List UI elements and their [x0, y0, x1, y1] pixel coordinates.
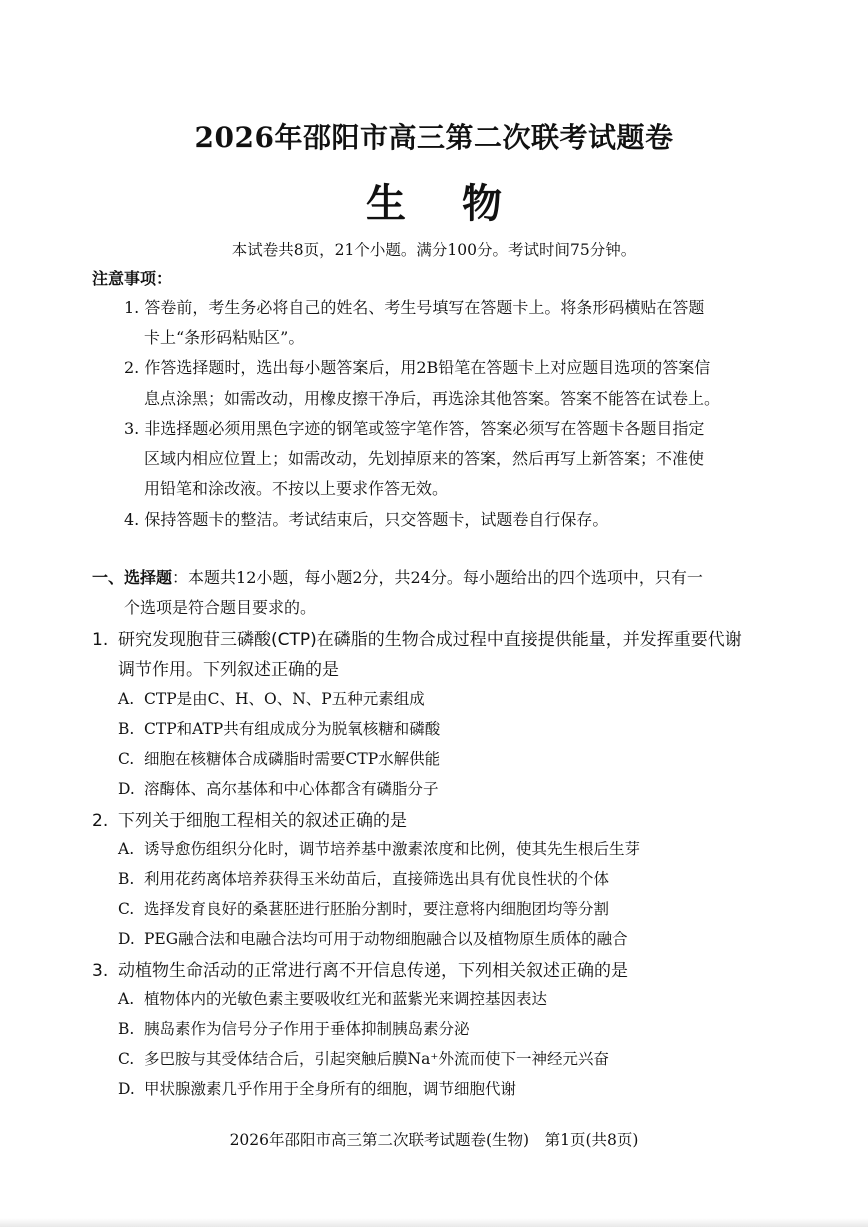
option-letter: C.: [118, 900, 135, 918]
question-2-option-c: [118, 897, 609, 919]
question-1-option-c: [118, 747, 440, 769]
option-letter: A.: [118, 690, 135, 708]
question-3-option-a: [118, 987, 547, 1009]
option-letter: D.: [118, 1080, 135, 1098]
exam-info: 本试卷共8页，21个小题。满分100分。考试时间75分钟。: [231, 241, 637, 259]
question-number: 1.: [92, 630, 109, 650]
notice-line: 卡上“条形码粘贴区”。: [144, 328, 305, 347]
notice-line: 息点涂黑；如需改动，用橡皮擦干净后，再选涂其他答案。答案不能答在试卷上。: [144, 389, 721, 408]
question-1-option-b: [118, 717, 440, 739]
question-3-option-b: [118, 1017, 470, 1039]
option-text: 细胞在核糖体合成磷脂时需要CTP水解供能: [144, 750, 441, 768]
notice-line: 区域内相应位置上；如需改动，先划掉原来的答案，然后再写上新答案；不准使: [144, 449, 705, 468]
question-1-option-d: [118, 777, 439, 799]
option-text: 胰岛素作为信号分子作用于垂体抑制胰岛素分泌: [144, 1020, 470, 1038]
notice-line: 4. 保持答题卡的整洁。考试结束后，只交答题卡，试题卷自行保存。: [124, 510, 609, 529]
section-label: 一、选择题: [92, 568, 173, 587]
exam-title: 2026年邵阳市高三第二次联考试题卷: [194, 121, 674, 154]
option-text: 利用花药离体培养获得玉米幼苗后，直接筛选出具有优良性状的个体: [144, 870, 610, 888]
notice-line: 用铅笔和涂改液。不按以上要求作答无效。: [144, 479, 449, 498]
question-2-option-b: [118, 867, 609, 889]
option-text: CTP是由C、H、O、N、P五种元素组成: [144, 690, 425, 708]
question-text: 研究发现胞苷三磷酸(CTP)在磷脂的生物合成过程中直接提供能量，并发挥重要代谢: [118, 630, 742, 650]
question-text: 下列关于细胞工程相关的叙述正确的是: [118, 811, 407, 831]
section-text-cont: 个选项是符合题目要求的。: [124, 598, 317, 617]
question-1-option-a: [118, 687, 425, 709]
option-letter: C.: [118, 750, 135, 768]
notice-line: 3. 非选择题必须用黑色字迹的钢笔或签字笔作答，答案必须写在答题卡各题目指定: [124, 419, 705, 438]
question-number: 3.: [92, 961, 109, 981]
notice-heading: 注意事项：: [92, 269, 173, 288]
option-letter: B.: [118, 1020, 135, 1038]
notice-line: 2. 作答选择题时，选出每小题答案后，用2B铅笔在答题卡上对应题目选项的答案信: [124, 358, 711, 377]
question-number: 2.: [92, 811, 109, 831]
question-3-option-d: [118, 1077, 516, 1099]
section-heading: [92, 565, 703, 588]
option-text: 多巴胺与其受体结合后，引起突触后膜Na⁺外流而使下一神经元兴奋: [144, 1050, 609, 1068]
scan-bottom-edge: [0, 1218, 868, 1227]
subject-title: 生物: [366, 180, 558, 227]
section-text: ：本题共12小题，每小题2分，共24分。每小题给出的四个选项中，只有一: [172, 568, 703, 587]
option-text: 溶酶体、高尔基体和中心体都含有磷脂分子: [144, 780, 439, 798]
option-letter: A.: [118, 840, 135, 858]
option-letter: B.: [118, 720, 135, 738]
option-text: 甲状腺激素几乎作用于全身所有的细胞，调节细胞代谢: [144, 1080, 517, 1098]
question-2-option-d: [118, 927, 628, 949]
question-1-stem-cont: 调节作用。下列叙述正确的是: [118, 660, 339, 680]
option-letter: B.: [118, 870, 135, 888]
question-2-stem: [92, 806, 407, 831]
notice-line: 1. 答卷前，考生务必将自己的姓名、考生号填写在答题卡上。将条形码横贴在答题: [124, 298, 705, 317]
option-letter: D.: [118, 780, 135, 798]
page-footer: 2026年邵阳市高三第二次联考试题卷(生物) 第1页(共8页): [229, 1131, 639, 1149]
option-text: 选择发育良好的桑葚胚进行胚胎分割时，要注意将内细胞团均等分割: [144, 900, 610, 918]
question-2-option-a: [118, 837, 640, 859]
question-3-option-c: [118, 1047, 609, 1069]
option-letter: A.: [118, 990, 135, 1008]
option-letter: C.: [118, 1050, 135, 1068]
option-text: PEG融合法和电融合法均可用于动物细胞融合以及植物原生质体的融合: [144, 930, 628, 948]
question-text: 动植物生命活动的正常进行离不开信息传递，下列相关叙述正确的是: [118, 961, 628, 981]
question-3-stem: [92, 956, 628, 981]
option-text: 植物体内的光敏色素主要吸收红光和蓝紫光来调控基因表达: [144, 990, 548, 1008]
option-text: CTP和ATP共有组成成分为脱氧核糖和磷酸: [144, 720, 441, 738]
option-text: 诱导愈伤组织分化时，调节培养基中激素浓度和比例，使其先生根后生芽: [144, 840, 641, 858]
option-letter: D.: [118, 930, 135, 948]
question-1-stem: [92, 625, 742, 650]
